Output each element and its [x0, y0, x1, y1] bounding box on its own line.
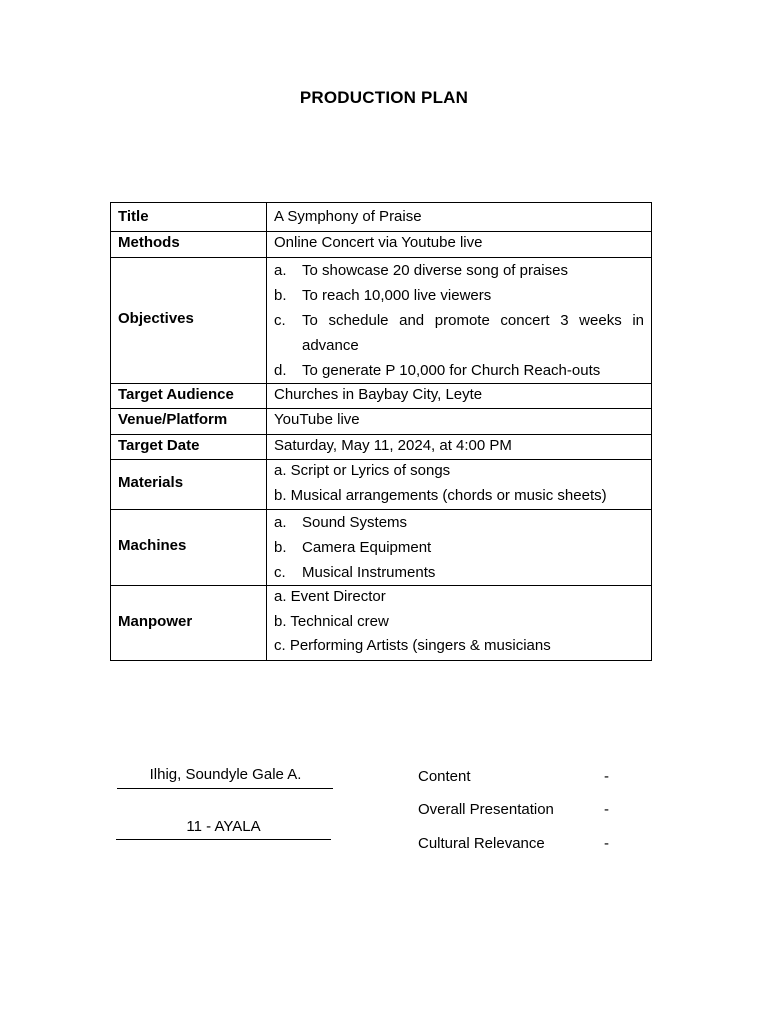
row-label-materials: Materials [111, 460, 267, 510]
list-item: c. Musical Instruments [274, 564, 436, 581]
list-item: b. To reach 10,000 live viewers [274, 286, 492, 304]
criteria-score-cultural: - [604, 835, 609, 852]
row-label-methods: Methods [111, 232, 267, 258]
list-item: d. To generate P 10,000 for Church Reach-outs [274, 361, 601, 379]
criteria-label-content: Content [418, 768, 471, 785]
row-label-title: Title [111, 203, 267, 232]
student-section: 11 - AYALA [186, 818, 261, 835]
row-label-date: Target Date [111, 434, 267, 460]
table-row-machines [111, 510, 652, 586]
row-value-objectives [267, 257, 652, 383]
row-label-audience: Target Audience [111, 383, 267, 409]
row-value-title: A Symphony of Praise [267, 203, 652, 232]
table-row-methods [111, 232, 652, 258]
row-value-venue: YouTube live [267, 409, 652, 435]
list-item: b. Camera Equipment [274, 539, 432, 556]
row-value-materials [267, 460, 652, 510]
row-label-manpower: Manpower [111, 586, 267, 661]
list-item: c. Performing Artists (singers & musicians [274, 637, 551, 654]
row-value-date: Saturday, May 11, 2024, at 4:00 PM [267, 434, 652, 460]
list-item: a. Script or Lyrics of songs [274, 462, 451, 479]
list-item: c. To schedule and promote concert 3 weeks in advance [274, 311, 644, 354]
page-title: PRODUCTION PLAN [299, 88, 469, 107]
row-label-venue: Venue/Platform [111, 409, 267, 435]
criteria-label-cultural: Cultural Relevance [418, 835, 545, 852]
list-item: a. Event Director [274, 588, 386, 605]
criteria-label-presentation: Overall Presentation [418, 801, 554, 818]
list-item: b. Technical crew [274, 612, 389, 630]
table-row-audience [111, 383, 652, 409]
criteria-score-content: - [604, 768, 609, 785]
table-row-title [111, 203, 652, 232]
row-value-audience: Churches in Baybay City, Leyte [267, 383, 652, 409]
row-label-machines: Machines [111, 510, 267, 586]
row-label-objectives: Objectives [111, 257, 267, 383]
table-row-objectives [111, 257, 652, 383]
row-value-methods: Online Concert via Youtube live [267, 232, 652, 258]
list-item: b. Musical arrangements (chords or music sheets) [274, 486, 607, 504]
table-row-date [111, 434, 652, 460]
row-value-manpower [267, 586, 652, 661]
name-underline [117, 788, 333, 789]
list-item: a. To showcase 20 diverse song of praises [274, 261, 568, 279]
row-value-machines [267, 510, 652, 586]
criteria-score-presentation: - [604, 801, 609, 818]
table-row-materials [111, 460, 652, 510]
table-row-manpower [111, 586, 652, 661]
production-plan-table [110, 202, 652, 661]
student-name: Ilhig, Soundyle Gale A. [149, 766, 302, 783]
section-underline [116, 839, 331, 840]
table-row-venue [111, 409, 652, 435]
list-item: a. Sound Systems [274, 514, 408, 531]
